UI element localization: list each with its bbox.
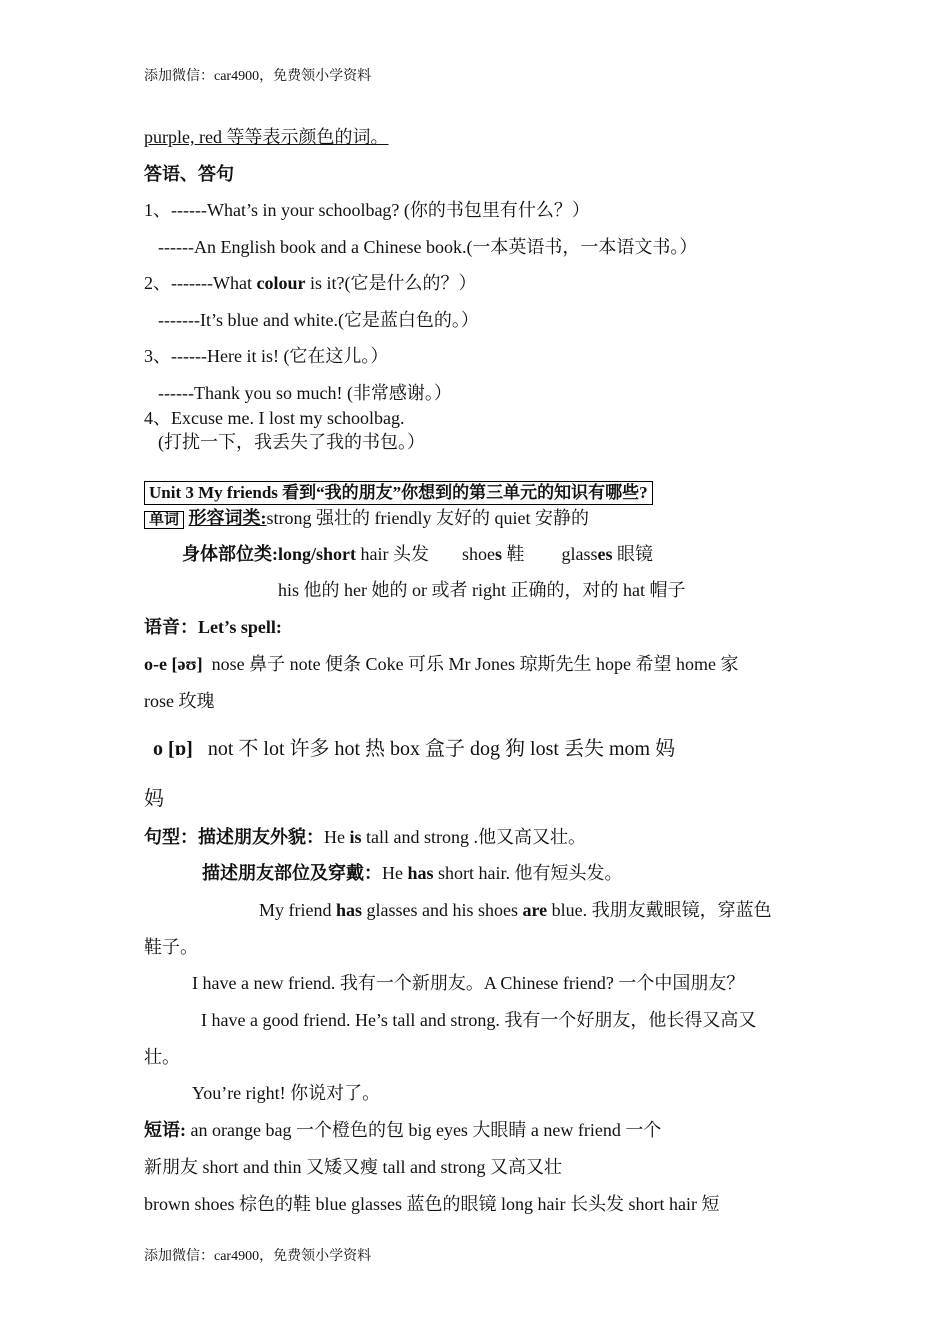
oe-line-wrap: rose 玫瑰: [144, 691, 215, 711]
sentence-5: I have a good friend. He’s tall and strong. 我有一个好朋友，他长得又高又: [201, 1010, 757, 1030]
phrases-line-1: 短语: an orange bag 一个橙色的包 big eyes 大眼睛 a new friend 一个: [144, 1120, 662, 1140]
sentence-1: 句型：描述朋友外貌：He is tall and strong .他又高又壮。: [144, 827, 586, 847]
o-line: o [ɒ] not 不 lot 许多 hot 热 box 盒子 dog 狗 lost 丢失 mom 妈: [153, 738, 676, 760]
q1-answer: ------An English book and a Chinese book.(一本英语书，一本语文书。）: [158, 237, 698, 257]
sentence-3-wrap: 鞋子。: [144, 937, 198, 957]
words-label: 单词: [144, 511, 184, 529]
sentence-5-wrap: 壮。: [144, 1047, 180, 1067]
phrases-line-2: 新朋友 short and thin 又矮又瘦 tall and strong 又高又壮: [144, 1157, 562, 1177]
unit3-title: Unit 3 My friends 看到“我的朋友”你想到的第三单元的知识有哪些?: [144, 481, 653, 505]
other-words: his 他的 her 她的 or 或者 right 正确的，对的 hat 帽子: [278, 580, 686, 600]
phrases-line-3: brown shoes 棕色的鞋 blue glasses 蓝色的眼镜 long hair 长头发 short hair 短: [144, 1194, 720, 1214]
sentence-4: I have a new friend. 我有一个新朋友。A Chinese friend? 一个中国朋友？: [192, 973, 745, 993]
q3-answer: ------Thank you so much! (非常感谢。）: [158, 383, 452, 403]
page-header: 添加微信：car4900，免费领小学资料: [144, 69, 372, 84]
q2-question: 2、-------What colour is it?(它是什么的？）: [144, 273, 477, 293]
sentence-2: 描述朋友部位及穿戴：He has short hair. 他有短头发。: [202, 863, 623, 883]
oe-line: o-e [əʊ] nose 鼻子 note 便条 Coke 可乐 Mr Jones 琼斯先生 hope 希望 home 家: [144, 654, 739, 674]
words-adjectives: 单词 形容词类:strong 强壮的 friendly 友好的 quiet 安静的: [144, 507, 589, 531]
q4-question: 4、Excuse me. I lost my schoolbag.: [144, 408, 405, 428]
sentence-6: You’re right! 你说对了。: [192, 1083, 381, 1103]
phonics-label: 语音：Let’s spell:: [144, 617, 282, 637]
page-footer: 添加微信：car4900，免费领小学资料: [144, 1249, 372, 1264]
qa-heading: 答语、答句: [144, 164, 234, 184]
o-line-wrap: 妈: [144, 788, 164, 810]
sentence-3: My friend has glasses and his shoes are blue. 我朋友戴眼镜，穿蓝色: [259, 900, 772, 920]
q2-answer: -------It’s blue and white.(它是蓝白色的。）: [158, 310, 479, 330]
q1-question: 1、------What’s in your schoolbag? (你的书包里有什么？）: [144, 200, 590, 220]
body-parts: 身体部位类:long/short hair 头发 shoes 鞋 glasses 眼镜: [182, 544, 654, 564]
q4-answer: (打扰一下，我丢失了我的书包。）: [158, 432, 425, 452]
q3-question: 3、------Here it is! (它在这儿。）: [144, 346, 389, 366]
adj-label: 形容词类:: [188, 508, 267, 528]
intro-tail: purple, red 等等表示颜色的词。: [144, 127, 389, 147]
